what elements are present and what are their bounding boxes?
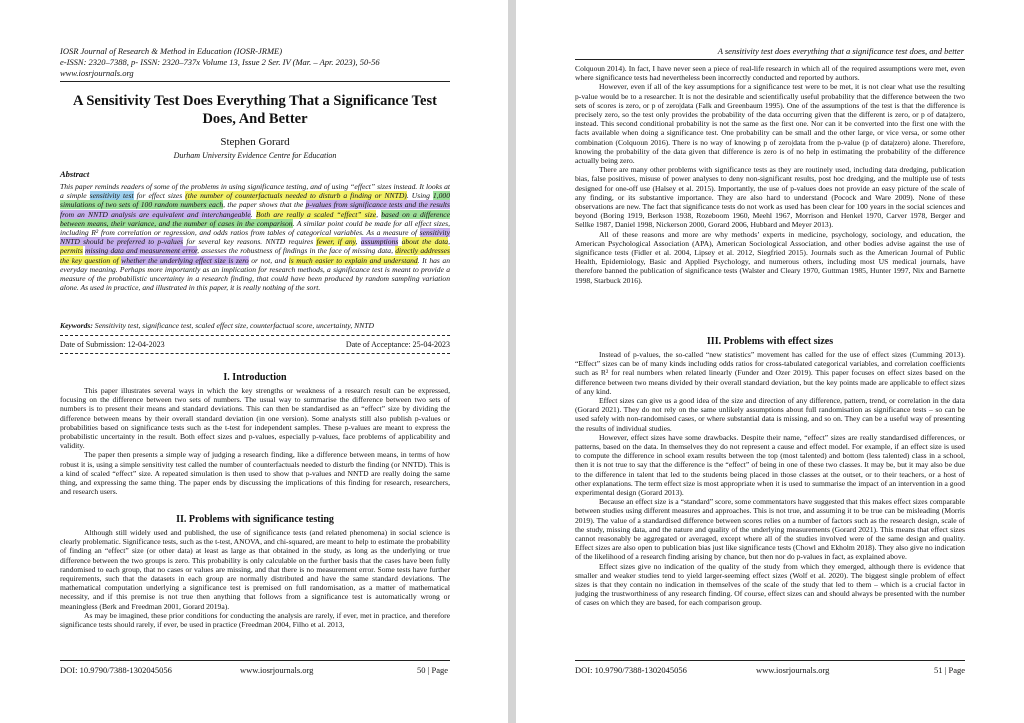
paragraph: Effect sizes give no indication of the quality of the study from which they emerged, although there is evidence that smaller and weaker studies tend to yield larger-seeming effect sizes (Wolf et al. 2020). The biggest single problem of effect sizes is that they contain no indication in themselves of the scale of the study that led to them – which is a crucial factor in judging the trustworthiness of any research finding. Of course, effect sizes can and should always be presented with the number of cases on which they are based, for each comparison group. — [575, 561, 965, 608]
abstract-segment: . Using — [406, 191, 433, 201]
highlighted-text: whether the underlying effect size is zero — [121, 255, 249, 265]
paper-title: A Sensitivity Test Does Everything That a Significance Test Does, And Better — [73, 93, 437, 127]
abstract-segment: This paper reminds readers of some of the problems in using significance testing, and of using “effect” sizes instead. It looks at a simple — [60, 182, 450, 201]
highlighted-text: sensitivity NNTD should be preferred to p-values — [60, 228, 450, 247]
highlighted-text: fewer, if any — [316, 237, 356, 247]
submission-date: Date of Submission: 12-04-2023 — [60, 340, 165, 349]
paragraph: Colquoun 2014). In fact, I have never seen a piece of real-life research in which all of the required assumptions were met, even where significance tests had nevertheless been incorrectly conducted and reported by authors. — [575, 64, 965, 83]
acceptance-date: Date of Acceptance: 25-04-2023 — [345, 340, 450, 349]
highlighted-text: directly addresses the key question of — [60, 246, 450, 265]
introduction-body — [60, 386, 450, 506]
page-gutter — [508, 0, 516, 723]
right-body-top — [575, 64, 965, 328]
keywords-list: Sensitivity test, significance test, scaled effect size, counterfactual score, uncertainty, NNTD — [92, 321, 374, 330]
paragraph: Instead of p-values, the so-called “new statistics” movement has called for the use of effect sizes (Cumming 2013). “Effect” sizes can be of many kinds including odds ratios for cross-tabulated categorical variables, and correlation coefficients such as R² for real numbers when related linearly (Funder and Ozer 2019). This paper focuses on effect sizes based on the difference between two means divided by their overall standard deviation, but the key points made are applicable to effect sizes of any kind. — [575, 350, 965, 396]
page-51 — [516, 0, 1024, 723]
significance-body — [60, 528, 450, 644]
abstract-segment: . A similar point could be made for all effect sizes, including R² from correlation or regression, and odds ratios from tables of categorical variables. As a measure of — [60, 218, 450, 238]
footer-page-number: 51 | Page — [934, 665, 965, 675]
paragraph: However, even if all of the key assumptions for a significance test were to be met, it is not clear what use the resulting p-value would be to a researcher. It is not the desirable and scientifically useful probability that the difference between the two sets of scores is zero, or p of zero|data (Falk and Greenbaum 1995). One of the assumptions of the test is that the difference is precisely zero, so the test only provides the probability of the data occurring given that the different is zero, or p of data|zero, instead. This second conditional probability is not the same as the first one. Nor can it be converted into the first one with the facts available when doing a significance test. One probability can be small and the other large, or vice versa, or some other combination (Colquoun 2016). There is no way of knowing p of zero|data from the p-value (p of data|zero) alone. Therefore, knowing the probability of the data given that difference is zero is of no help in estimating the probability of the difference actually being zero. — [575, 82, 965, 166]
dates-bottom-rule — [60, 353, 450, 354]
paragraph: This paper illustrates several ways in which the key strengths or weakness of a research result can be expressed, focusing on the difference between two sets of numbers. The usual way to summarise the difference between two sets of numbers is to present their means and standard deviations. This can then be standardised as an “effect” size by dividing the difference between means by their overall standard deviation (in one version). Some analysts still also publish p-values or probabilities based on significance tests such as the t-test for independent samples. These p-values are meant to express the probabilistic uncertainty in the result. Both effect sizes and p-values, especially p-values, face problems of applicability and validity. — [60, 386, 450, 451]
highlighted-text: missing data and measurement error — [85, 246, 198, 256]
highlighted-text: 1,000 simulations of two sets of 100 random numbers each — [60, 191, 450, 210]
abstract-segment: . — [250, 209, 256, 219]
keywords-label: Keywords: — [60, 321, 93, 330]
paragraph: All of these reasons and more are why methods’ experts in medicine, psychology, sociology, and education, the American Psychological Association (APA), American Sociological Association, and other bodies advise against the use of significance tests (Fidler et al. 2004, Lipsey et al. 2012, Siegfried 2015). Journals such as the American Journal of Public Health, Epidemiology, Basic and Applied Psychology, and numerous others, including most US medical journals, have therefore banned the publication of significance tests (Walster and Cleary 1970, Guttman 1985, Hunter 1997, Nix and Barnette 1998, Starbuck 2016). — [575, 229, 965, 285]
header-rule — [575, 59, 965, 60]
paragraph: There are many other problems with significance tests as they are routinely used, including data dredging, publication bias, false positives, misuse of power analyses to deny non-significant results, post hoc dredging, and the multiple use of tests designed for one-off use (Halsey et al. 2015). Importantly, the use of p-values does not provide an easy picture of the scale of any finding, or its substantive importance. They are also hard to understand (Pocock and Ware 2009). None of these observations are new. The fact that significance tests do not work as used has been clear for 100 years in the social sciences and beyond (Boring 1919, Berkson 1938, Rozeboom 1960, Meehl 1967, Morrison and Henkel 1970, Carver 1978, Berger and Sellke 1987, Daniel 1998, Nickerson 2000, Gorard 2006, Hubbard and Meyer 2013). — [575, 165, 965, 230]
highlighted-text: p-values from significance tests and the results from an NNTD analysis are equivalent and interchangeable — [60, 200, 450, 219]
highlighted-text: permits — [60, 246, 83, 256]
footer-page-number: 50 | Page — [417, 665, 448, 675]
section-heading-significance: II. Problems with significance testing — [176, 514, 334, 525]
journal-issn: e-ISSN: 2320–7388, p- ISSN: 2320–737x Volume 13, Issue 2 Ser. IV (Mar. – Apr. 2023), 50-56 — [60, 57, 380, 67]
abstract-segment: , the paper shows that the — [223, 200, 306, 210]
journal-name: IOSR Journal of Research & Method in Education (IOSR-JRME) — [60, 46, 283, 56]
footer-rule — [60, 660, 450, 661]
journal-website: www.iosrjournals.org — [60, 68, 134, 78]
footer-doi: DOI: 10.9790/7388-1302045056 — [575, 665, 687, 675]
abstract-segment: . It has an everyday meaning. Perhaps more importantly as an implication for research methods, a significance test is meant to provide a measure of the probabilistic uncertainty in a research finding, that could have been produced by random sampling variation alone. As used in practice, and illustrated in this paper, it is really nothing of the sort. — [60, 255, 450, 293]
author-affiliation: Durham University Evidence Centre for Education — [173, 151, 337, 160]
effect-sizes-body — [575, 350, 965, 650]
running-head: A sensitivity test does everything that a significance test does, and better — [717, 46, 964, 56]
footer-website: www.iosrjournals.org — [756, 665, 830, 675]
paragraph: Effect sizes can give us a good idea of the size and direction of any difference, pattern, trend, or correlation in the data (Gorard 2021). They do not rely on the same unlikely assumptions about full randomisation as significance tests – so can be used safely with non-randomised cases, or where substantial data is missing, and so on. They can be a useful way of presenting the results of individual studies. — [575, 396, 965, 433]
abstract-segment: , — [376, 209, 382, 219]
abstract-segment: or not, and — [248, 255, 289, 265]
paragraph: The paper then presents a simple way of judging a research finding, like a difference between means, in terms of how robust it is, using a simple sensitivity test called the number of counterfactuals needed to disturb the finding (or NNTD). This is a kind of scaled “effect” size. A repeated simulation is then used to show that p-values and NNTD are really doing the same thing, and expressing the same thing. The paper ends by discussing the implications of this finding for research, researchers, and research users. — [60, 450, 450, 497]
paragraph: Because an effect size is a “standard” score, some commentators have suggested that this makes effect sizes comparable between studies using different measures and approaches. This is not true, and assuming it to be true can be misleading (Morris 2019). The value of a standardised difference between scores relies on a number of factors such as the research design, scale of the study, missing data, and the nature and quality of the underlying measurements (Gorard 2021). This means that effect sizes cannot reasonably be aggregated or averaged, except where all of the studies involved were of the same design and quality. Effect sizes are also open to publication bias just like significance tests (Chowl and Ekholm 2018). They also give no indication of the likelihood of a research finding arising by chance, but then nor do p-values in fact, as explained above. — [575, 497, 965, 562]
highlighted-text: based on a difference between means, their variance, and the number of cases in the comparison — [60, 209, 450, 228]
journal-header — [60, 46, 380, 79]
highlighted-text: sensitivity test — [89, 191, 134, 201]
paragraph: Although still widely used and published, the use of significance tests (and related phenomena) in social science is clearly problematic. Significance tests, such as the t-test, ANOVA, and chi-squared, are meant to help to estimate the probability of finding an “effect” size (or other data) at least as large as that obtained in the study, as long as the underlying or true difference between the two groups is zero. This probability is only calculable on the further basis that the cases have been fully randomised to each group, that no cases or values are missing, and that there is no measurement error. Some tests have further requirements, such that the datasets in each group are normally distributed and have the same standard deviations. The mathematical computation underlying a significance test is premised on full randomisation, as a matter of mathematical necessity, and if this premise is not true then anything that follows from a significance test is automatically wrong or meaningless (Berk and Freedman 2001, Gorard 2019a). — [60, 528, 450, 611]
section-heading-introduction: I. Introduction — [223, 372, 287, 383]
section-heading-effect-sizes: III. Problems with effect sizes — [706, 336, 834, 347]
dates-top-rule — [60, 335, 450, 336]
abstract-segment: , assesses the robustness of findings in the face of missing data, — [197, 246, 396, 256]
abstract-segment: , — [355, 237, 361, 247]
paragraph: As may be imagined, these prior conditions for conducting the analysis are rarely, if ever, met in practice, and therefore significance tests should rarely, if ever, be used in practice (Freedman 2004, Filho et al. 2013, — [60, 610, 450, 630]
header-rule — [60, 81, 450, 82]
footer-doi: DOI: 10.9790/7388-1302045056 — [60, 665, 172, 675]
author-name: Stephen Gorard — [220, 136, 290, 148]
abstract-segment: for several key reasons. NNTD requires — [183, 237, 317, 247]
abstract-segment: for effect sizes — [133, 191, 186, 201]
keywords — [60, 321, 450, 330]
footer-rule — [575, 660, 965, 661]
highlighted-text: (the number of counterfactuals needed to disturb a finding or NNTD) — [185, 191, 407, 201]
abstract-heading: Abstract — [60, 169, 90, 179]
highlighted-text: is much easier to explain and understand — [288, 255, 418, 265]
abstract-text — [60, 182, 450, 318]
abstract-segment: , — [448, 237, 450, 247]
highlighted-text: assumptions — [360, 237, 399, 247]
paragraph: However, effect sizes have some drawbacks. Despite their name, “effect” sizes are really standardised differences, or patterns, based on the data. In themselves they do not represent a cause and effect model. For example, if an effect size is used to compute the difference in school exam results between the top (most talented) and bottom (less talented) class in a school, then it is not true to say that the difference is the “effect” of being in one of these two classes. It may be, but it may also be due to the difference in talent that led to the students being placed in those classes at the outset, or to their teachers, or a host of other explanations. The term effect size is most appropriate when it is used to summarise the impact of an intervention in a good experimental design (Gorard 2013). — [575, 432, 965, 498]
highlighted-text: about the data — [401, 237, 449, 247]
page-50 — [0, 0, 508, 723]
footer-website: www.iosrjournals.org — [240, 665, 314, 675]
highlighted-text: Both are really a scaled “effect” size — [255, 209, 377, 219]
dates-row — [60, 340, 450, 349]
